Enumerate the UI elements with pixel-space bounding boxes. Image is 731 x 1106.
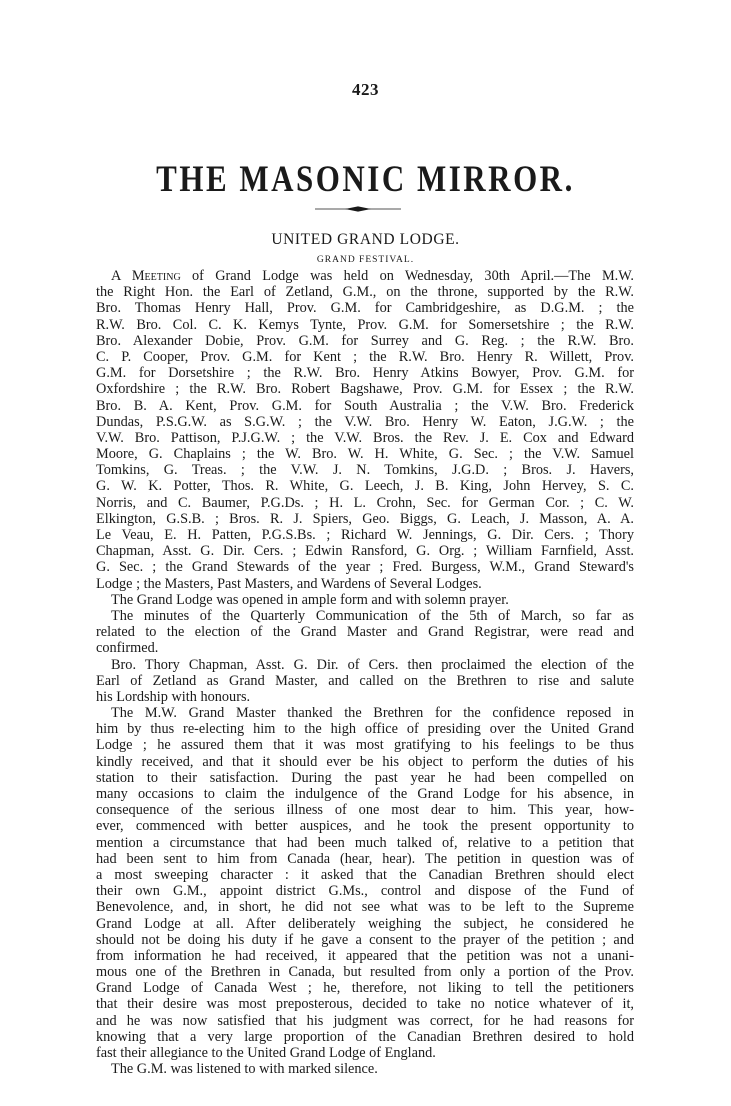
text-line: The M.W. Grand Master thanked the Brethren for the confidence reposed in [111, 705, 634, 722]
text-line: many occasions to claim the indulgence of the Grand Lodge for his absence, in [96, 786, 634, 802]
text-line: Lodge ; he assured them that it was most gratifying to his feelings to be thus [96, 737, 634, 754]
masthead-title: THE MASONIC MIRROR. [156, 158, 575, 200]
text-line: mous one of the Brethren in Canada, but resulted from only a portion of the Prov. [96, 964, 634, 981]
article-body [96, 268, 634, 1077]
text-line: the Right Hon. the Earl of Zetland, G.M., on the throne, supported by the R.W. [96, 284, 634, 301]
text-line: R.W. Bro. Col. C. K. Kemys Tynte, Prov. G.M. for Somersetshire ; the R.W. [96, 316, 634, 333]
text-line: Le Veau, E. H. Patten, P.G.S.Bs. ; Richard W. Jennings, G. Dir. Cers. ; Thory [96, 527, 634, 543]
text-line: kindly received, and that it should ever be his object to perform the duties of his [96, 753, 634, 770]
section-title: UNITED GRAND LODGE. [271, 231, 460, 248]
text-line: station to their satisfaction. During the past year he had been compelled on [96, 769, 634, 786]
text-line: had been sent to him from Canada (hear, hear). The petition in question was of [96, 850, 634, 867]
text-line: Oxfordshire ; the R.W. Bro. Robert Bagshawe, Prov. G.M. for Essex ; the R.W. [96, 381, 634, 398]
text-line: G. W. K. Potter, Thos. R. White, G. Leech, J. B. King, John Hervey, S. C. [96, 478, 634, 495]
text-line: consequence of the serious illness of one most dear to him. This year, how- [96, 802, 634, 819]
text-line: The G.M. was listened to with marked silence. [111, 1061, 378, 1078]
text-line: knowing that a very large proportion of the Canadian Brethren desired to hold [96, 1028, 634, 1045]
text-line: Benevolence, and, in short, he did not see what was to be left to the Supreme [96, 899, 634, 916]
lead-word: A Meeting [111, 268, 181, 284]
text-line: Bro. Alexander Dobie, Prov. G.M. for Surrey and G. Reg. ; the R.W. Bro. [96, 332, 634, 349]
text-line: his Lordship with honours. [96, 688, 251, 705]
text-line: Bro. B. A. Kent, Prov. G.M. for South Australia ; the V.W. Bro. Frederick [96, 397, 634, 414]
text-line: Chapman, Asst. G. Dir. Cers. ; Edwin Ransford, G. Org. ; William Farnfield, Asst. [96, 543, 634, 560]
text-line: Elkington, G.S.B. ; Bros. R. J. Spiers, Geo. Biggs, G. Leach, J. Masson, A. A. [96, 510, 634, 527]
text-line: ever, commenced with better auspices, and he took the present opportunity to [96, 818, 634, 835]
text-line: related to the election of the Grand Master and Grand Registrar, were read and [96, 624, 634, 641]
text-line: and he was now satisfied that his judgment was correct, for he had reasons for [96, 1012, 634, 1029]
text-line: C. P. Cooper, Prov. G.M. for Kent ; the R.W. Bro. Henry R. Willett, Prov. [96, 348, 634, 365]
text-line: The Grand Lodge was opened in ample form and with solemn prayer. [111, 591, 509, 608]
text-line: Norris, and C. Baumer, P.G.Ds. ; H. L. Crohn, Sec. for German Cor. ; C. W. [96, 494, 634, 511]
text-line: The minutes of the Quarterly Communication of the 5th of March, so far as [111, 607, 634, 624]
text-line [96, 268, 634, 284]
text-line: from information he had received, it appeared that the petition was not a unani- [96, 947, 634, 964]
text-line: Lodge ; the Masters, Past Masters, and Wardens of Several Lodges. [96, 575, 482, 592]
line-text: of Grand Lodge was held on Wednesday, 30th April.—The M.W. [180, 268, 634, 284]
section-subtitle: GRAND FESTIVAL. [316, 255, 415, 265]
ornament-rule [315, 206, 401, 212]
text-line: him by thus re-electing him to the high office of presiding over the United Grand [96, 721, 634, 738]
text-line: a most sweeping character : it asked that the Canadian Brethren should elect [96, 866, 634, 883]
text-line: Bro. Thomas Henry Hall, Prov. G.M. for Cambridgeshire, as D.G.M. ; the [96, 300, 634, 317]
text-line: Earl of Zetland as Grand Master, and called on the Brethren to rise and salute [96, 672, 634, 689]
text-line: Grand Lodge of Canada West ; he, therefore, not liking to tell the petitioners [96, 980, 634, 997]
text-line: mention a circumstance that had been much talked of, relative to a petition that [96, 834, 634, 851]
text-line: should not be doing his duty if he gave a consent to the prayer of the petition ; and [96, 931, 634, 948]
text-line: G.M. for Dorsetshire ; the R.W. Bro. Henry Atkins Bowyer, Prov. G.M. for [96, 365, 634, 382]
text-line: G. Sec. ; the Grand Stewards of the year ; Fred. Burgess, W.M., Grand Steward's [96, 559, 634, 576]
text-line: fast their allegiance to the United Grand Lodge of England. [96, 1045, 436, 1061]
text-line: V.W. Bro. Pattison, P.J.G.W. ; the V.W. Bros. the Rev. J. E. Cox and Edward [96, 429, 634, 446]
text-line: their own G.M., appoint district G.Ms., control and dispose of the Fund of [96, 883, 634, 900]
text-line: Moore, G. Chaplains ; the W. Bro. W. H. White, G. Sec. ; the V.W. Samuel [96, 446, 634, 463]
text-line: confirmed. [96, 640, 159, 657]
text-line: Tomkins, G. Treas. ; the V.W. J. N. Tomkins, J.G.D. ; Bros. J. Havers, [96, 462, 634, 479]
text-line: Bro. Thory Chapman, Asst. G. Dir. of Cers. then proclaimed the election of the [111, 656, 634, 673]
text-line: Grand Lodge at all. After deliberately weighing the subject, he considered he [96, 915, 634, 932]
text-line: that their desire was most preposterous, decided to take no notice whatever of it, [96, 996, 634, 1013]
page-number: 423 [352, 80, 379, 99]
text-line: Dundas, P.S.G.W. as S.G.W. ; the V.W. Bro. Henry W. Eaton, J.G.W. ; the [96, 413, 634, 430]
